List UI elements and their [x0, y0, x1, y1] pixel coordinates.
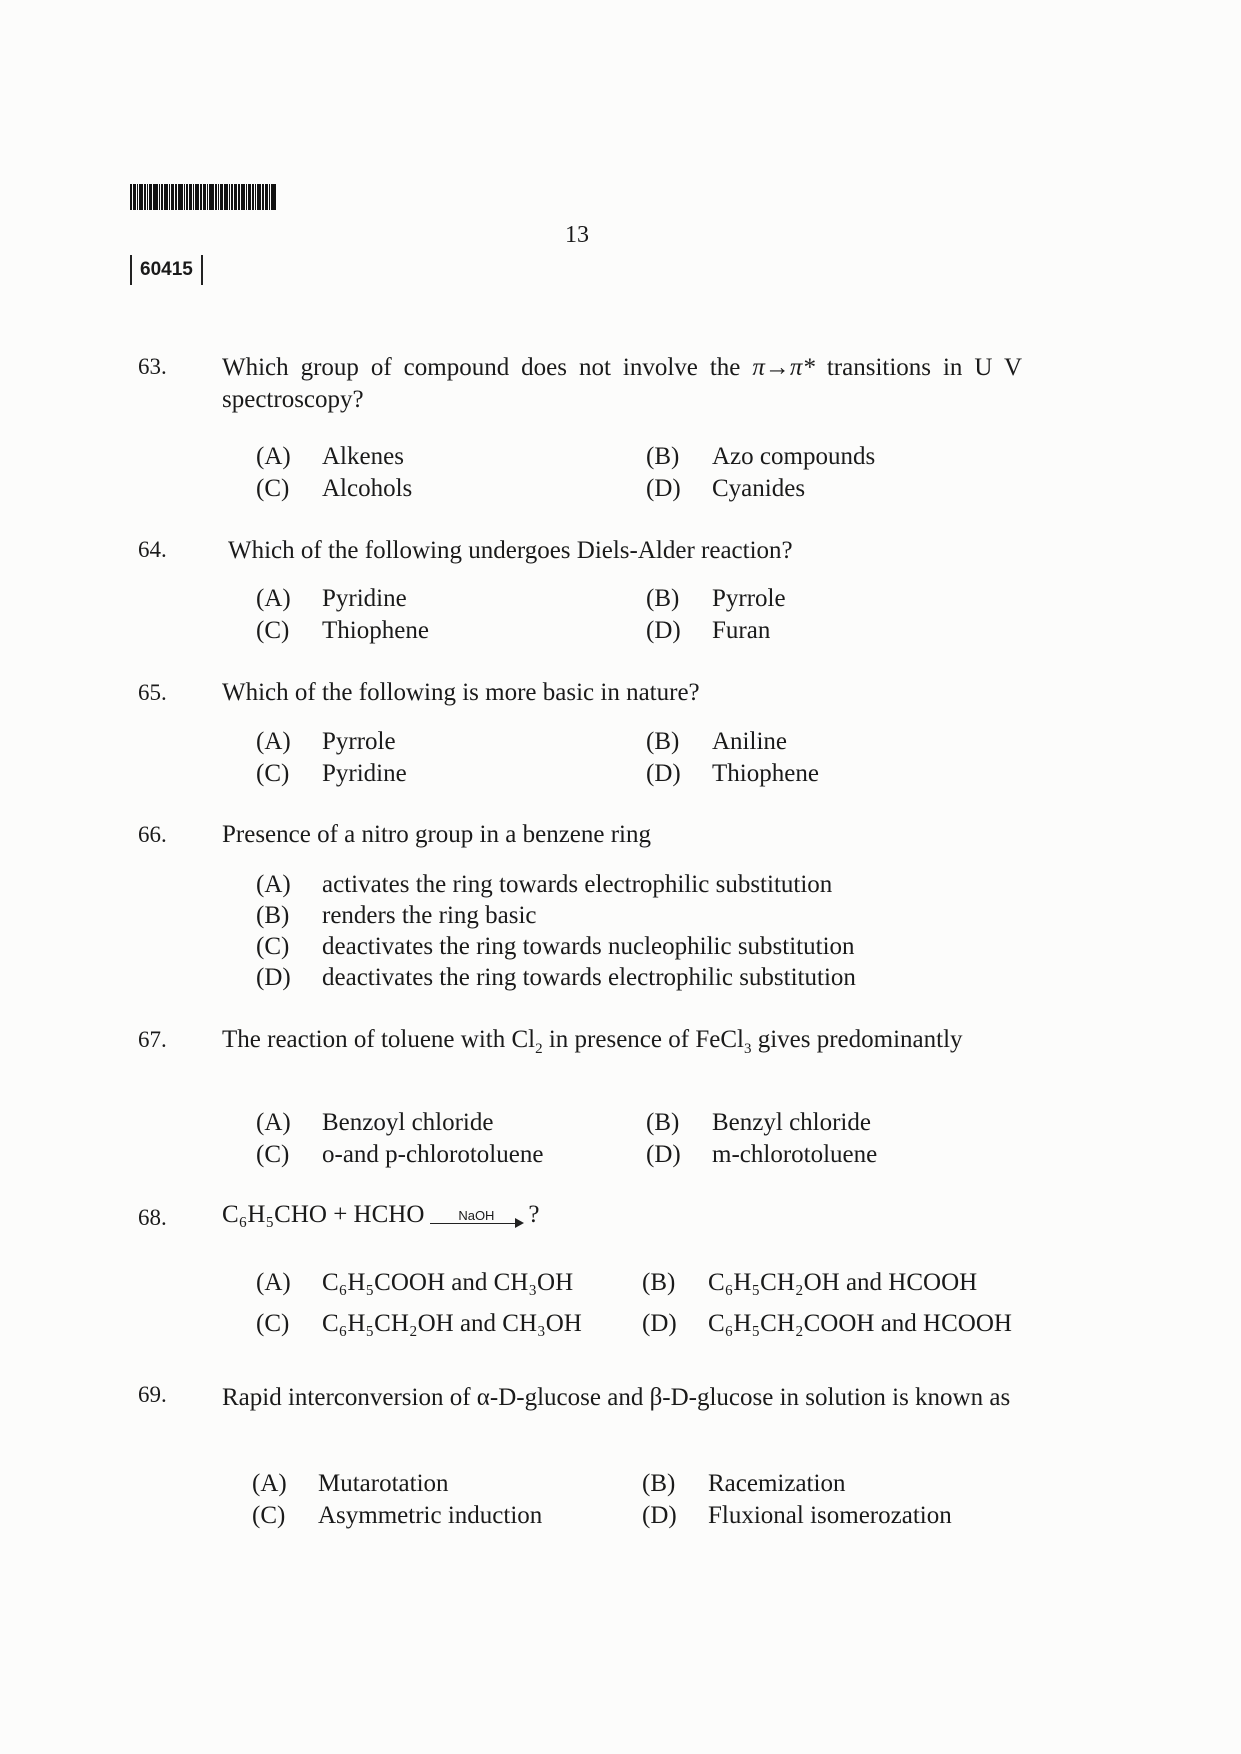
option-a[interactable]: (A) Pyrrole — [256, 728, 396, 755]
options — [256, 441, 1076, 504]
option-b[interactable]: (B) Pyrrole — [646, 585, 786, 612]
option-b[interactable]: (B) C₆H₅CH₂OH and HCOOH — [642, 1269, 978, 1296]
option-a[interactable]: (A) C₆H₅COOH and CH₃OH — [256, 1269, 574, 1296]
question-text: The reaction of toluene with $Cl_2$ in presence of FeCl$_3$ gives predominantly — [222, 1026, 963, 1057]
reagent: $Cl_2$ — [511, 1026, 543, 1057]
reaction-arrow: NaOH — [430, 1209, 522, 1224]
question-text: Presence of a nitro group in a benzene ring — [222, 821, 652, 848]
option-c[interactable]: (C) Alcohols — [256, 475, 413, 502]
question-text: Which of the following undergoes Diels-Alder reaction? — [228, 537, 793, 564]
option-b[interactable]: (B) Racemization — [642, 1470, 846, 1497]
question-text: Which of the following is more basic in nature? — [222, 679, 700, 706]
option-b[interactable]: (B) Azo compounds — [646, 443, 876, 470]
option-b[interactable]: (B) renders the ring basic — [256, 902, 537, 929]
options — [256, 726, 1076, 789]
reaction-equation: C₆H₅CHO + HCHO NaOH ? — [222, 1201, 540, 1228]
options — [256, 1107, 1076, 1170]
option-d[interactable]: (D) Cyanides — [646, 475, 806, 502]
option-b[interactable]: (B) Aniline — [646, 728, 787, 755]
question-number: 68. — [138, 1205, 167, 1230]
options — [256, 1267, 1076, 1339]
option-d[interactable]: (D) deactivates the ring towards electrophilic substitution — [256, 964, 856, 991]
option-a[interactable]: (A) activates the ring towards electrophilic substitution — [256, 871, 833, 898]
option-b[interactable]: (B) Benzyl chloride — [646, 1109, 871, 1136]
option-c[interactable]: (C) Pyridine — [256, 760, 407, 787]
question-number: 69. — [138, 1382, 167, 1407]
question-number: 66. — [138, 822, 167, 847]
option-c[interactable]: (C) deactivates the ring towards nucleophilic substitution — [256, 933, 855, 960]
question-number: 64. — [138, 537, 167, 562]
catalyst: FeCl$_3$ — [695, 1026, 752, 1057]
option-a[interactable]: (A) Benzoyl chloride — [256, 1109, 494, 1136]
option-c[interactable]: (C) Asymmetric induction — [252, 1502, 543, 1529]
option-a[interactable]: (A) Pyridine — [256, 585, 407, 612]
options — [252, 1468, 1072, 1531]
option-a[interactable]: (A) Mutarotation — [252, 1470, 449, 1497]
page-number: 13 — [565, 222, 589, 248]
question-number: 67. — [138, 1027, 167, 1052]
option-c[interactable]: (C) C₆H₅CH₂OH and CH₃OH — [256, 1310, 582, 1337]
option-d[interactable]: (D) Thiophene — [646, 760, 819, 787]
option-d[interactable]: (D) C₆H₅CH₂COOH and HCOOH — [642, 1310, 1012, 1337]
option-c[interactable]: (C) Thiophene — [256, 617, 429, 644]
question-text: Which group of compound does not involve the π→π* transitions in U V spectroscopy? — [222, 354, 1022, 413]
paper-code: 60415 — [130, 255, 203, 285]
question-number: 63. — [138, 354, 167, 379]
option-d[interactable]: (D) Fluxional isomerozation — [642, 1502, 952, 1529]
question-text: Rapid interconversion of α-D-glucose and β-D-glucose in solution is known as — [222, 1384, 1011, 1411]
option-c[interactable]: (C) o-and p-chlorotoluene — [256, 1141, 544, 1168]
option-d[interactable]: (D) m-chlorotoluene — [646, 1141, 878, 1168]
question-number: 65. — [138, 680, 167, 705]
options — [256, 583, 1076, 646]
options — [256, 869, 1076, 993]
option-a[interactable]: (A) Alkenes — [256, 443, 404, 470]
barcode — [130, 184, 294, 210]
option-d[interactable]: (D) Furan — [646, 617, 771, 644]
